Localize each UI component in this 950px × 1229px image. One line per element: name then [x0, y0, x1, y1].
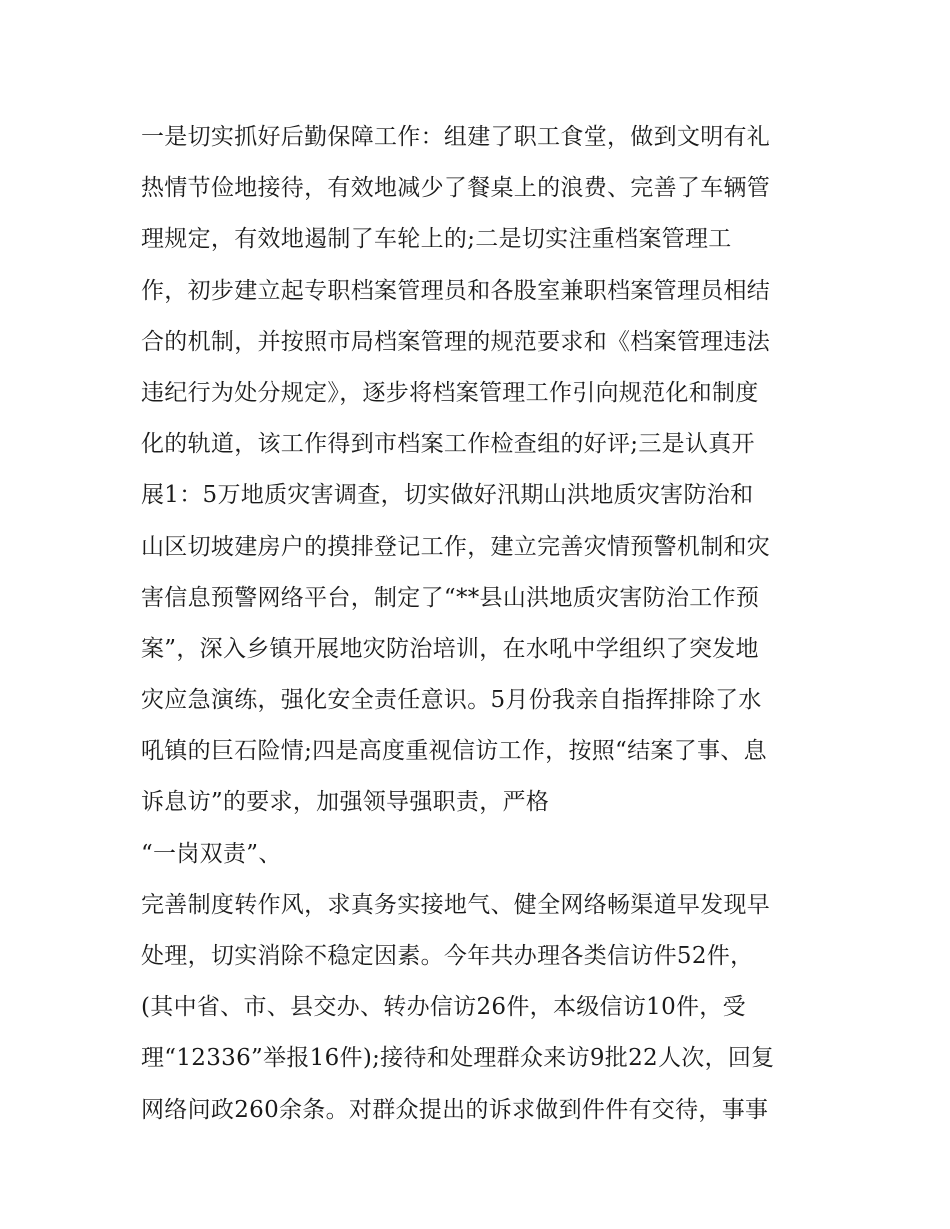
text-line: 热情节俭地接待，有效地减少了餐桌上的浪费、完善了车辆管 [141, 175, 771, 202]
text-line: 案”，深入乡镇开展地灾防治培训，在水吼中学组织了突发地 [141, 635, 759, 662]
body-text [141, 112, 831, 1136]
text-line: 违纪行为处分规定》，逐步将档案管理工作引向规范化和制度 [141, 379, 759, 406]
text-line: 吼镇的巨石险情;四是高度重视信访工作，按照“结案了事、息 [141, 738, 767, 765]
text-line: 害信息预警网络平台，制定了“**县山洪地质灾害防治工作预 [141, 584, 760, 611]
text-line: 理规定，有效地遏制了车轮上的;二是切实注重档案管理工 [141, 226, 732, 253]
text-line: 诉息访”的要求，加强领导强职责，严格 [141, 789, 550, 816]
text-line: 网络问政260余条。对群众提出的诉求做到件件有交待，事事 [141, 1096, 769, 1123]
text-line: 化的轨道，该工作得到市档案工作检查组的好评;三是认真开 [141, 431, 755, 458]
text-line: 合的机制，并按照市局档案管理的规范要求和《档案管理违法 [141, 328, 771, 355]
text-line: 处理，切实消除不稳定因素。今年共办理各类信访件52件， [141, 943, 754, 969]
text-line: “一岗双责”、 [141, 840, 282, 867]
text-line: (其中省、市、县交办、转办信访26件，本级信访10件，受 [141, 994, 746, 1021]
text-line: 灾应急演练，强化安全责任意识。5月份我亲自指挥排除了水 [141, 687, 762, 714]
text-line: 一是切实抓好后勤保障工作：组建了职工食堂，做到文明有礼 [141, 124, 771, 150]
text-line: 山区切坡建房户的摸排登记工作，建立完善灾情预警机制和灾 [141, 533, 771, 560]
text-line: 理“12336”举报16件);接待和处理群众来访9批22人次，回复 [141, 1045, 775, 1072]
text-line: 作，初步建立起专职档案管理员和各股室兼职档案管理员相结 [141, 277, 771, 304]
text-line: 展1：5万地质灾害调查，切实做好汛期山洪地质灾害防治和 [141, 482, 754, 509]
text-line: 完善制度转作风，求真务实接地气、健全网络畅渠道早发现早 [141, 891, 771, 918]
